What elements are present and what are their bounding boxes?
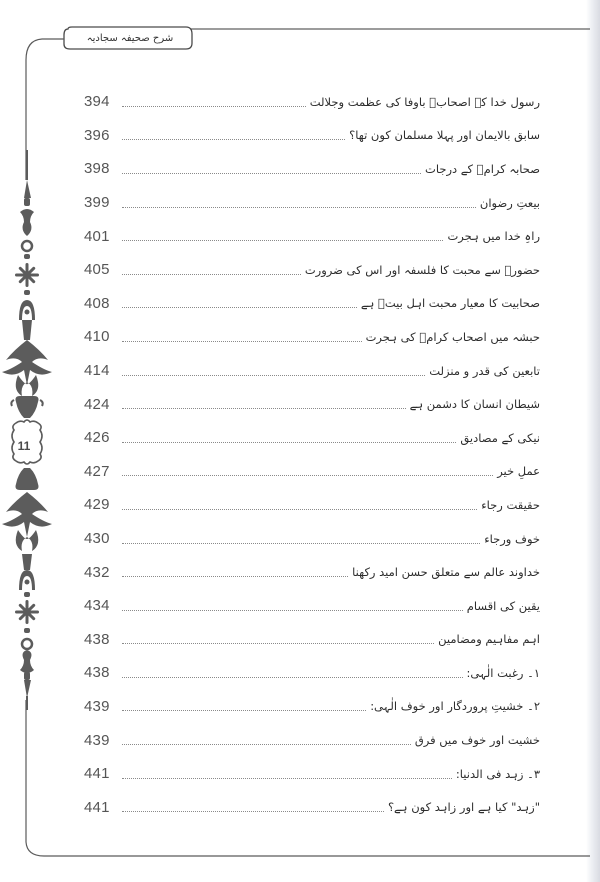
toc-page-number: 441 — [84, 798, 110, 816]
dot-leader — [122, 676, 463, 678]
toc-entry[interactable] — [84, 119, 540, 153]
dot-leader — [122, 105, 306, 107]
toc-entry[interactable] — [84, 790, 540, 824]
toc-entry[interactable] — [84, 488, 540, 522]
dot-leader — [122, 138, 345, 140]
dot-leader — [122, 508, 477, 510]
vertical-ornament-icon — [0, 150, 54, 710]
toc-title: حقیقت رجاء — [481, 497, 540, 512]
toc-title: عملِ خیر — [497, 464, 540, 479]
toc-page-number: 426 — [84, 429, 110, 447]
dot-leader — [122, 810, 384, 812]
toc-title: راہِ خدا میں ہجرت — [447, 229, 540, 244]
toc-entry[interactable] — [84, 85, 540, 119]
toc-page-number: 401 — [84, 227, 110, 245]
toc-entry[interactable] — [84, 623, 540, 657]
toc-title: ۲۔ خشیتِ پروردگار اور خوف الٰہی: — [370, 699, 540, 714]
dot-leader — [122, 709, 366, 711]
toc-page-number: 399 — [84, 194, 110, 212]
toc-page-number: 432 — [84, 563, 110, 581]
dot-leader — [122, 441, 456, 443]
toc-entry[interactable] — [84, 421, 540, 455]
toc-title: یقین کی اقسام — [466, 598, 540, 613]
dot-leader — [122, 743, 411, 745]
toc-page-number: 396 — [84, 126, 110, 144]
toc-entry[interactable] — [84, 387, 540, 421]
toc-title: خداوند عالم سے متعلق حسن امید رکھنا — [352, 565, 540, 580]
toc-title: اہم مفاہیم ومضامین — [438, 632, 540, 647]
toc-title: رسول خدا کے اصحابؓ باوفا کی عظمت وجلالت — [309, 94, 540, 109]
toc-title: نیکی کے مصادیق — [460, 430, 540, 445]
toc-page-number: 438 — [84, 664, 110, 682]
toc-entry[interactable] — [84, 320, 540, 354]
toc-page-number: 439 — [84, 731, 110, 749]
table-of-contents — [84, 85, 540, 824]
toc-title: سابق بالایمان اور پہلا مسلمان کون تھا؟ — [349, 128, 540, 143]
toc-entry[interactable] — [84, 186, 540, 220]
toc-page-number: 408 — [84, 294, 110, 312]
toc-page-number: 414 — [84, 362, 110, 380]
toc-entry[interactable] — [84, 589, 540, 623]
dot-leader — [122, 575, 348, 577]
toc-entry[interactable] — [84, 354, 540, 388]
toc-page-number: 427 — [84, 462, 110, 480]
toc-title: بیعتِ رضوان — [479, 195, 540, 210]
toc-title: حبشہ میں اصحاب کرامؓ کی ہجرت — [365, 329, 540, 344]
toc-page-number: 394 — [84, 93, 110, 111]
toc-entry[interactable] — [84, 455, 540, 489]
toc-title: صحابہ کرامؓ کے درجات — [425, 161, 540, 176]
dot-leader — [122, 273, 301, 275]
toc-title: شیطان انسان کا دشمن ہے — [409, 397, 540, 412]
toc-title: حضورؐ سے محبت کا فلسفہ اور اس کی ضرورت — [304, 262, 540, 277]
dot-leader — [122, 609, 463, 611]
dot-leader — [122, 239, 443, 241]
toc-page-number: 410 — [84, 328, 110, 346]
toc-title: صحابیت کا معیار محبت اہل بیتؑ ہے — [360, 296, 540, 311]
toc-title: ۳۔ زہد فی الدنیا: — [455, 766, 540, 781]
toc-entry[interactable] — [84, 723, 540, 757]
dot-leader — [122, 777, 452, 779]
book-title-header: شرح صحیفہ سجادیہ — [86, 32, 174, 44]
toc-entry[interactable] — [84, 152, 540, 186]
toc-title: تابعین کی قدر و منزلت — [429, 363, 540, 378]
toc-page-number: 429 — [84, 496, 110, 514]
dot-leader — [122, 172, 421, 174]
toc-entry[interactable] — [84, 690, 540, 724]
toc-entry[interactable] — [84, 757, 540, 791]
dot-leader — [122, 642, 434, 644]
page-number: 11 — [17, 439, 31, 453]
toc-page-number: 439 — [84, 697, 110, 715]
dot-leader — [122, 340, 362, 342]
toc-page-number: 398 — [84, 160, 110, 178]
toc-title: "زہد" کیا ہے اور زاہد کون ہے؟ — [387, 800, 540, 815]
dot-leader — [122, 542, 480, 544]
toc-entry[interactable] — [84, 253, 540, 287]
toc-entry[interactable] — [84, 287, 540, 321]
toc-page-number: 438 — [84, 630, 110, 648]
toc-entry[interactable] — [84, 219, 540, 253]
dot-leader — [122, 374, 425, 376]
toc-title: خشیت اور خوف میں فرق — [414, 733, 540, 748]
toc-entry[interactable] — [84, 555, 540, 589]
toc-page-number: 405 — [84, 261, 110, 279]
dot-leader — [122, 474, 493, 476]
dot-leader — [122, 206, 476, 208]
toc-page-number: 430 — [84, 530, 110, 548]
toc-page-number: 434 — [84, 597, 110, 615]
toc-page-number: 441 — [84, 765, 110, 783]
dot-leader — [122, 407, 406, 409]
toc-title: خوف ورجاء — [484, 531, 540, 546]
toc-page-number: 424 — [84, 395, 110, 413]
toc-title: ۱۔ رغبت الٰہی: — [466, 665, 540, 680]
toc-entry[interactable] — [84, 656, 540, 690]
toc-entry[interactable] — [84, 522, 540, 556]
dot-leader — [122, 306, 357, 308]
